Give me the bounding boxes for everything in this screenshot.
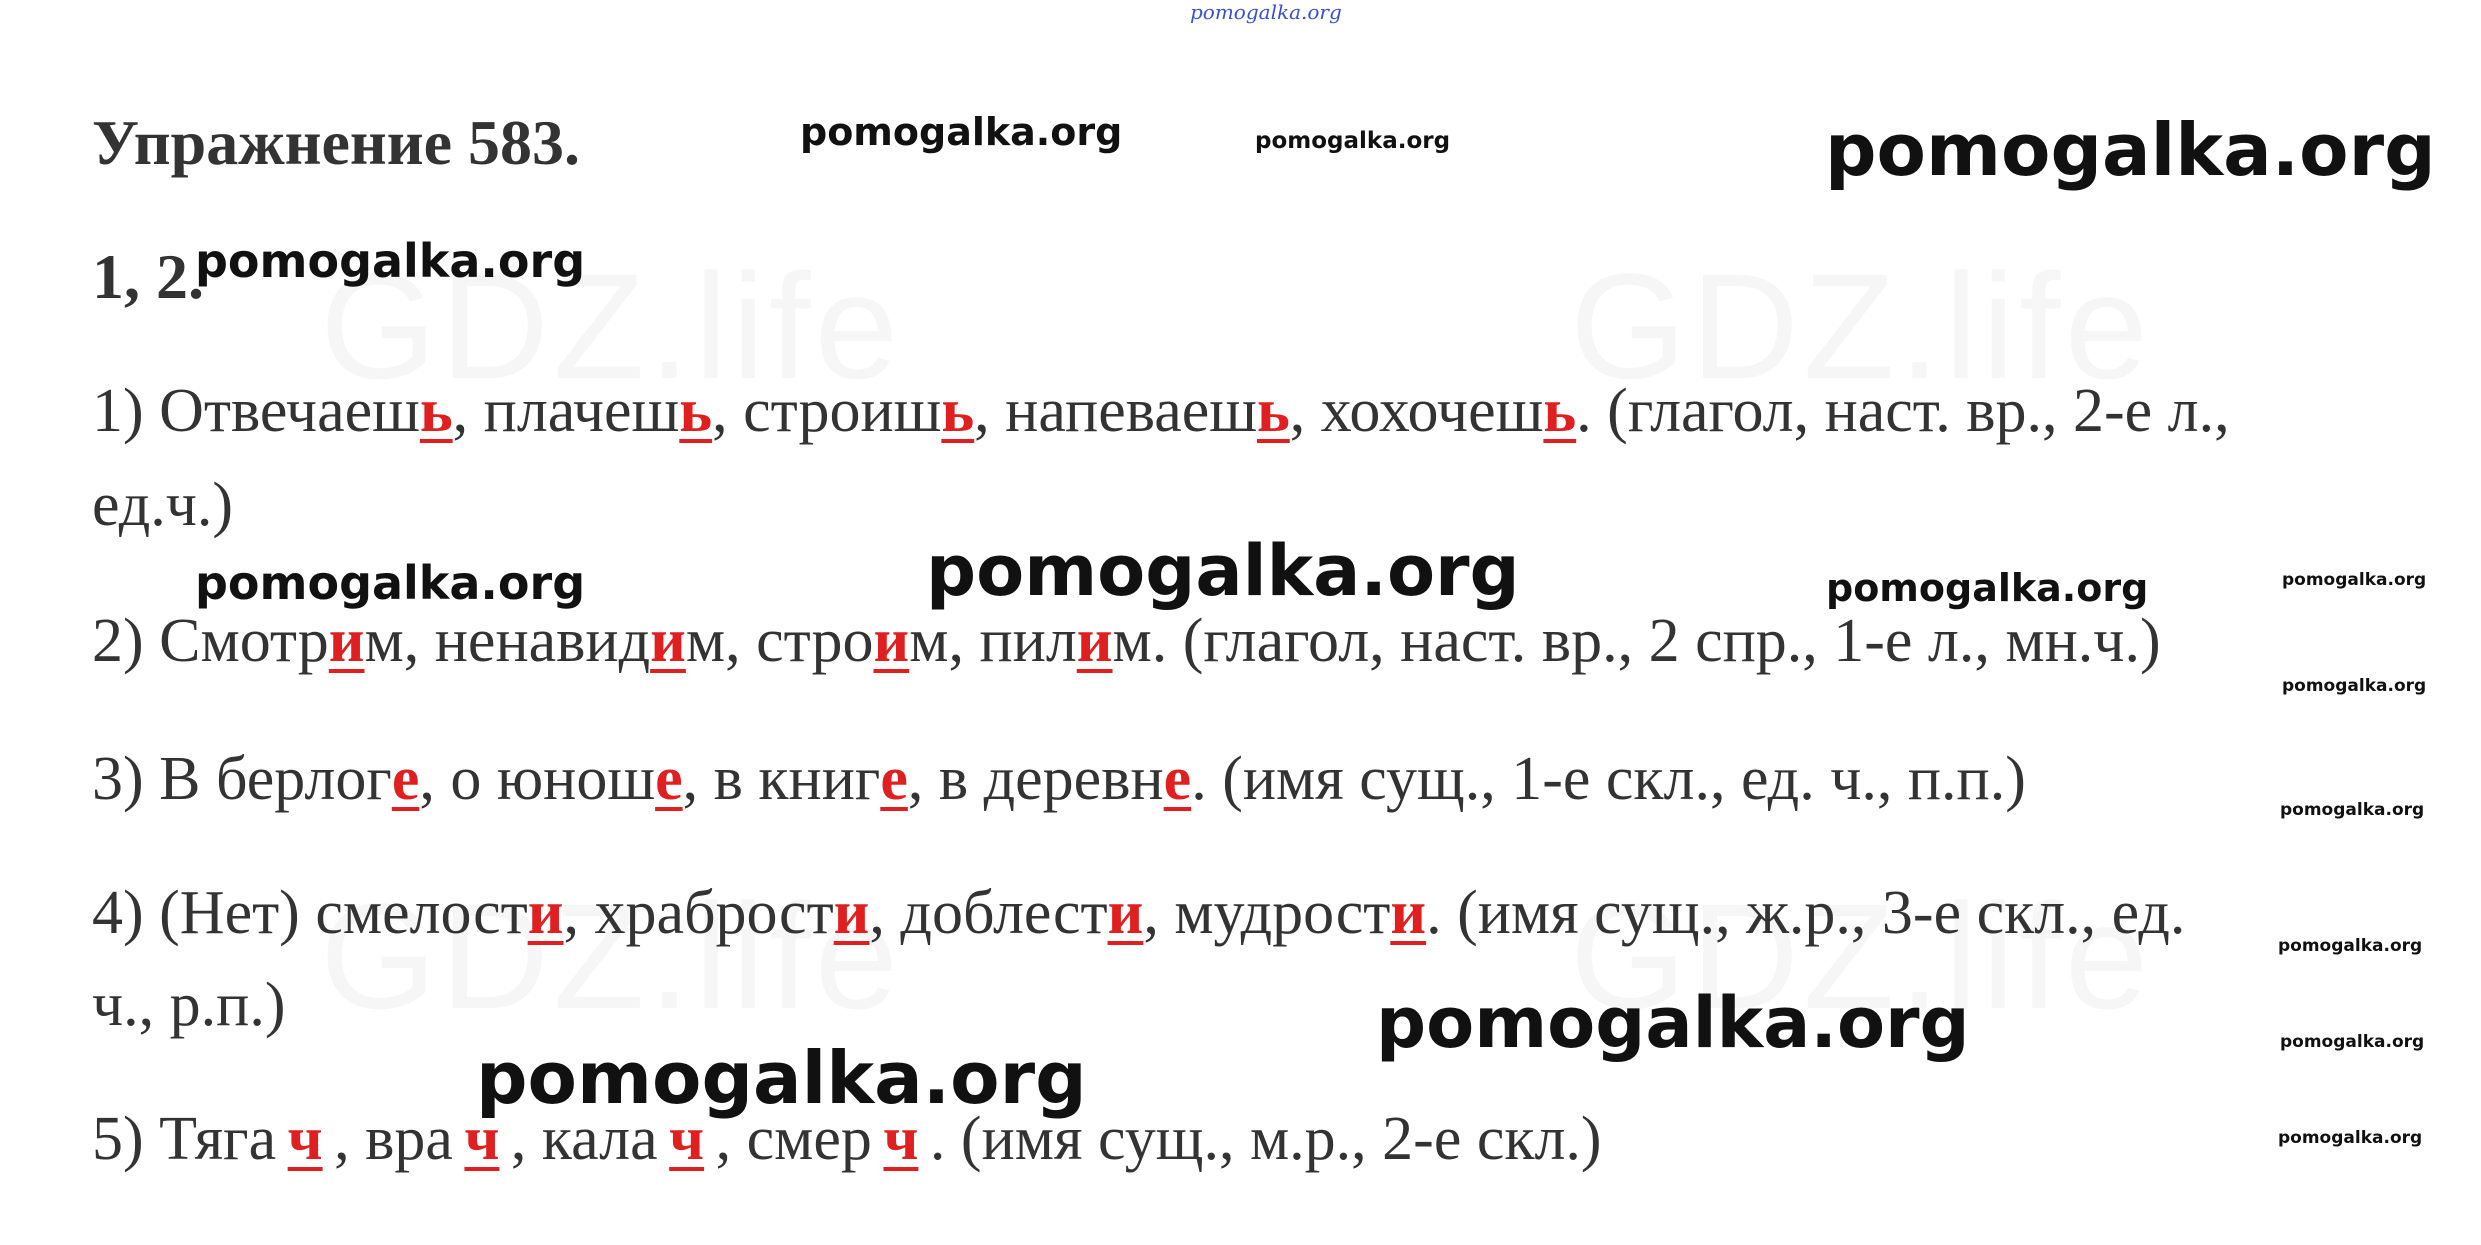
highlighted-letter: и [833, 879, 870, 947]
highlighted-letter: и [873, 607, 910, 675]
highlighted-letter: ь [941, 377, 975, 445]
highlighted-letter: и [1107, 879, 1144, 947]
highlighted-letter: ь [1543, 377, 1577, 445]
watermark: pomogalka.org [2282, 570, 2427, 590]
answer-line-4: 4) (Нет) смелости, храбрости, доблести, мудрости. (имя сущ., ж.р., 3-е скл., ед. [92, 879, 2186, 947]
exercise-title: Упражнение 583. [92, 107, 581, 178]
watermark: pomogalka.org [1255, 128, 1451, 154]
exercise-subtitle: 1, 2. [92, 241, 204, 312]
watermark: pomogalka.org [2278, 1128, 2423, 1148]
watermark: pomogalka.org [1826, 566, 2149, 610]
highlighted-letter: ь [679, 377, 713, 445]
highlighted-letter: ь [419, 377, 453, 445]
watermark: pomogalka.org [2278, 936, 2423, 956]
watermark: pomogalka.org [800, 110, 1123, 154]
answer-line-4-continuation: ч., р.п.) [92, 971, 286, 1039]
highlighted-letter: ч [669, 1105, 705, 1173]
highlighted-letter: и [1076, 607, 1113, 675]
watermark: pomogalka.org [476, 1036, 1087, 1120]
watermark: pomogalka.org [195, 234, 586, 288]
highlighted-letter: ч [883, 1105, 919, 1173]
answer-line-1: 1) Отвечаешь, плачешь, строишь, напеваешь, хохочешь. (глагол, наст. вр., 2-е л., [92, 377, 2230, 445]
highlighted-letter: е [880, 745, 908, 813]
highlighted-letter: и [650, 607, 686, 675]
watermark: pomogalka.org [2280, 1032, 2425, 1052]
answer-line-1-continuation: ед.ч.) [92, 471, 234, 539]
watermark: pomogalka.org [195, 556, 586, 610]
highlighted-letter: ч [464, 1105, 500, 1173]
highlighted-letter: е [1163, 745, 1192, 813]
answer-line-3: 3) В берлоге, о юноше, в книге, в деревне. (имя сущ., 1-е скл., ед. ч., п.п.) [92, 745, 2026, 813]
highlighted-letter: и [1390, 879, 1427, 947]
highlighted-letter: е [391, 745, 420, 813]
watermark: pomogalka.org [1825, 108, 2436, 192]
highlighted-letter: ч [287, 1105, 323, 1173]
watermark: pomogalka.org [2280, 800, 2425, 820]
watermark: pomogalka.org [1376, 982, 1970, 1064]
watermark: pomogalka.org [926, 530, 1520, 612]
top-watermark: pomogalka.org [1190, 0, 1342, 24]
highlighted-letter: и [527, 879, 564, 947]
answer-line-2: 2) Смотрим, ненавидим, строим, пилим. (глагол, наст. вр., 2 спр., 1-е л., мн.ч.) [92, 607, 2161, 675]
highlighted-letter: ь [1257, 377, 1290, 445]
highlighted-letter: и [328, 607, 365, 675]
highlighted-letter: е [655, 745, 683, 813]
watermark: pomogalka.org [2282, 676, 2427, 696]
answer-line-5: 5) Тяга ч , вра ч , кала ч , смер ч . (имя сущ., м.р., 2-е скл.) [92, 1105, 1602, 1173]
